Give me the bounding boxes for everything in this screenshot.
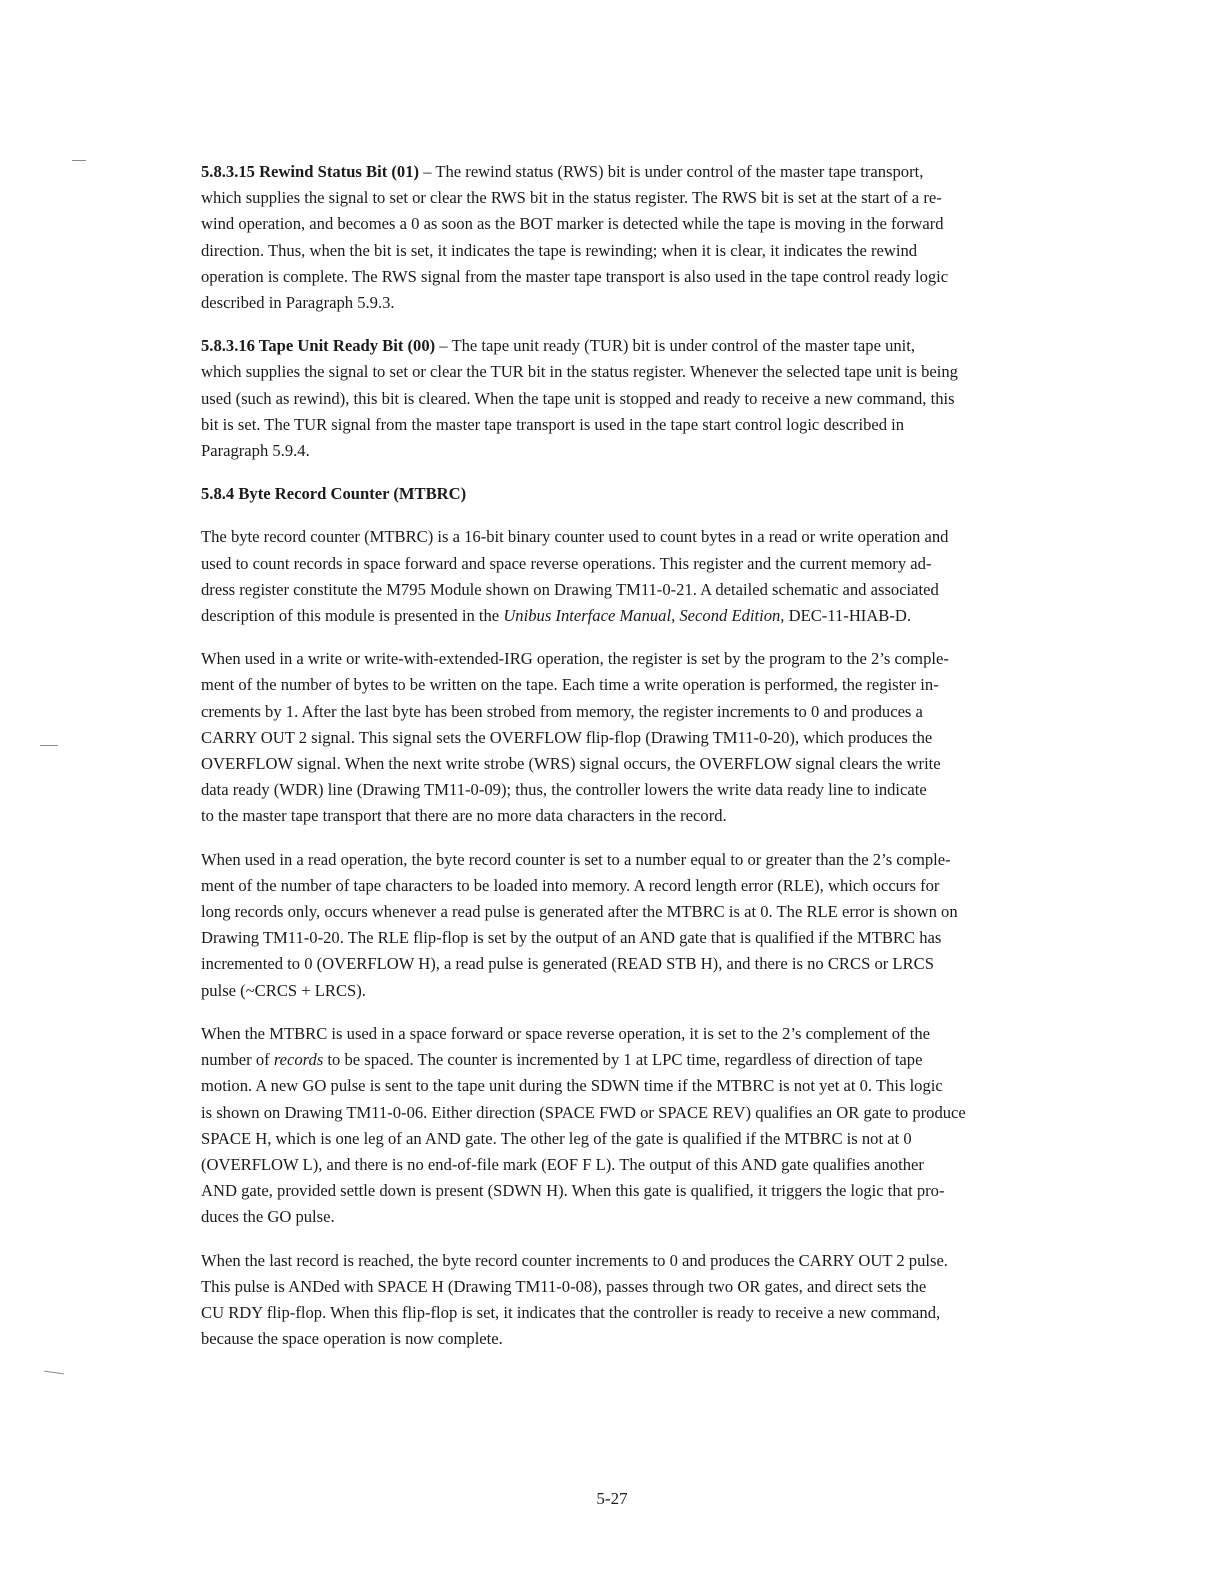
paragraph-write-operation: When used in a write or write-with-extended-IRG operation, the register is set by the program to the 2’s comple- ment of the number of bytes to be written on the tape. Each time a write operation is performed, the register in- crements by 1. After the last byte has been strobed from memory, the register increments to 0 and produces a CARRY OUT 2 signal. This signal sets the OVERFLOW flip-flop (Drawing TM11-0-20), which produces the OVERFLOW signal. When the next write strobe (WRS) signal occurs, the OVERFLOW signal clears the write data ready (WDR) line (Drawing TM11-0-09); thus, the controller lowers the write data ready line to indicate to the master tape transport that there are no more data characters in the record. xyxy=(201,649,949,826)
paragraph-body: – The rewind status (RWS) bit is under control of the master tape transport, which supplies the signal to set or clear the RWS bit in the status register. The RWS bit is set at the start of a re- wind operation, and becomes a 0 as soon as the BOT marker is detected while the tape is moving in the forward direction. Thus, when the bit is set, it indicates the tape is rewinding; when it is clear, it indicates the rewind operation is complete. The RWS signal from the master tape transport is also used in the tape control ready logic described in Paragraph 5.9.3. xyxy=(201,162,949,313)
manual-title-italic: Unibus Interface Manual, Second Edition, xyxy=(503,606,785,626)
page-number: 5-27 xyxy=(596,1489,628,1508)
paragraph-tape-unit-ready-bit xyxy=(201,333,1101,464)
paragraph-text: The byte record counter (MTBRC) is a 16-bit binary counter used to count bytes in a read or write operation and used to count records in space forward and space reverse operations. This register and the current memory ad- dress register constitute the M795 Module shown on Drawing TM11-0-21. A detailed schematic and associated description of this module is presented in the xyxy=(201,527,949,626)
margin-mark xyxy=(40,745,58,746)
paragraph-mtbrc-intro xyxy=(201,524,1101,629)
paragraph-text: DEC-11-HIAB-D. xyxy=(784,606,912,626)
records-italic: records xyxy=(273,1050,324,1070)
paragraph-space-operation xyxy=(201,1021,1101,1231)
section-heading-5-8-3-16: 5.8.3.16 Tape Unit Ready Bit (00) xyxy=(201,336,436,356)
paragraph-last-record: When the last record is reached, the byte record counter increments to 0 and produces the CARRY OUT 2 pulse. This pulse is ANDed with SPACE H (Drawing TM11-0-08), passes through two OR gates, and direct sets the CU RDY flip-flop. When this flip-flop is set, it indicates that the controller is ready to receive a new command, because the space operation is now complete. xyxy=(201,1250,948,1349)
paragraph-body: – The tape unit ready (TUR) bit is under control of the master tape unit, which supplies the signal to set or clear the TUR bit in the status register. Whenever the selected tape unit is being used (such as rewind), this bit is cleared. When the tape unit is stopped and ready to receive a new command, this bit is set. The TUR signal from the master tape transport is used in the tape start control logic described in Paragraph 5.9.4. xyxy=(201,336,958,461)
paragraph-read-operation: When used in a read operation, the byte record counter is set to a number equal to or greater than the 2’s comple- ment of the number of tape characters to be loaded into memory. A record length error (RLE), which occurs for long records only, occurs whenever a read pulse is generated after the MTBRC is at 0. The RLE error is shown on Drawing TM11-0-20. The RLE flip-flop is set by the output of an AND gate that is qualified if the MTBRC has incremented to 0 (OVERFLOW H), a read pulse is generated (READ STB H), and there is no CRCS or LRCS pulse (~CRCS + LRCS). xyxy=(201,849,958,1000)
page-content xyxy=(201,159,1101,1369)
section-heading-5-8-3-15: 5.8.3.15 Rewind Status Bit (01) xyxy=(201,162,420,181)
paragraph-text: to be spaced. The counter is incremented by 1 at LPC time, regardless of direction of tape motion. A new GO pulse is sent to the tape unit during the SDWN time if the MTBRC is not yet at 0. This logic is shown on Drawing TM11-0-06. Either direction (SPACE FWD or SPACE REV) qualifies an OR gate to produce SPACE H, which is one leg of an AND gate. The other leg of the gate is qualified if the MTBRC is not at 0 (OVERFLOW L), and there is no end-of-file mark (EOF F L). The output of this AND gate qualifies another AND gate, provided settle down is present (SDWN H). When this gate is qualified, it triggers the logic that pro- duces the GO pulse. xyxy=(201,1050,966,1227)
section-title-5-8-4: 5.8.4 Byte Record Counter (MTBRC) xyxy=(201,484,467,504)
margin-mark xyxy=(44,1371,64,1375)
paragraph-rewind-status-bit xyxy=(201,159,1101,316)
paragraph-text: When the MTBRC is used in a space forward or space reverse operation, it is set to the 2’s complement of the number of xyxy=(201,1023,930,1070)
margin-mark xyxy=(72,160,86,161)
